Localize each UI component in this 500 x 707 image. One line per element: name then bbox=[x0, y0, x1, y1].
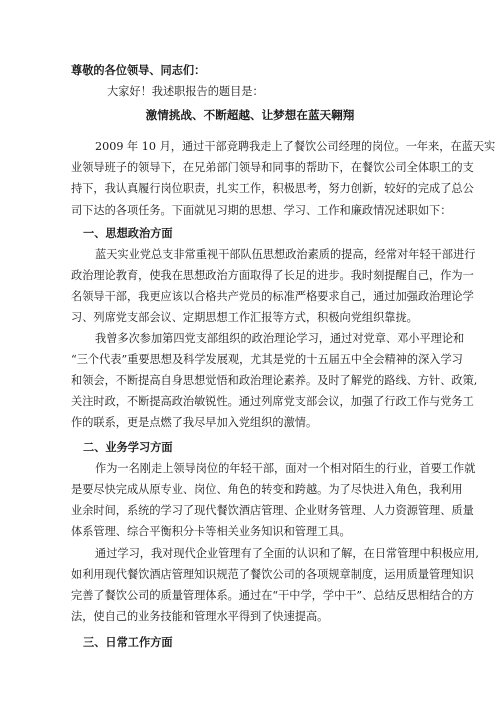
paragraph-line: 政治理论教育，使我在思想政治方面取得了长足的进步。我时刻提醒自己，作为一 bbox=[71, 269, 474, 282]
paragraph-line: 和领会，不断提高自身思想觉悟和政治理论素养。及时了解党的路线、方针、政策, bbox=[71, 374, 478, 387]
section-heading: 三、日常工作方面 bbox=[83, 635, 173, 649]
paragraph-line: 习、列席党支部会议、定期思想工作汇报等方式，积极向党组织靠拢。 bbox=[71, 311, 418, 324]
paragraph-line: 法，使自己的业务技能和管理水平得到了快速提高。 bbox=[71, 610, 329, 623]
paragraph-line: 名领导干部，我更应该以合格共产党员的标准严格要求自己，通过加强政治理论学 bbox=[71, 290, 474, 303]
section-heading: 二、业务学习方面 bbox=[83, 440, 173, 454]
intro-line: 2009 年 10 月，通过干部竞聘我走上了餐饮公司经理的岗位。一年来，在蓝天实 bbox=[95, 140, 496, 153]
paragraph-line: 如利用现代餐饮酒店管理知识规范了餐饮公司的各项规章制度，运用质量管理知识 bbox=[71, 568, 474, 581]
paragraph-line: 完善了餐饮公司的质量管理体系。通过在“干中学，学中干”、总结反思相结合的方 bbox=[71, 589, 475, 602]
intro-line: 持下，我认真履行岗位职责，扎实工作，积极思考，努力创新，较好的完成了总公 bbox=[71, 182, 474, 195]
document-title: 激情挑战、不断超越、让梦想在蓝天翱翔 bbox=[145, 108, 355, 122]
paragraph-line: 蓝天实业党总支非常重视干部队伍思想政治素质的提高，经常对年轻干部进行 bbox=[95, 248, 476, 261]
intro-line: 业领导班子的领导下，在兄弟部门领导和同事的帮助下，在餐饮公司全体职工的支 bbox=[71, 161, 474, 174]
paragraph-line: 我曾多次参加第四党支部组织的政治理论学习，通过对党章、邓小平理论和 bbox=[95, 332, 465, 345]
paragraph-line: 作为一名刚走上领导岗位的年轻干部，面对一个相对陌生的行业，首要工作就 bbox=[95, 462, 476, 475]
paragraph-line: 关注时政，不断提高政治敏锐性。通过列席党支部会议，加强了行政工作与党务工 bbox=[71, 395, 474, 408]
paragraph-line: 业余时间，系统的学习了现代餐饮酒店管理、企业财务管理、人力资源管理、质量 bbox=[71, 504, 474, 517]
paragraph-line: 作的联系，更是点燃了我尽早加入党组织的激情。 bbox=[71, 416, 318, 429]
salutation: 尊敬的各位领导、同志们： bbox=[71, 63, 206, 77]
greeting: 大家好！我述职报告的题目是： bbox=[107, 85, 264, 98]
paragraph-line: 是要尽快完成从原专业、岗位、角色的转变和跨越。为了尽快进入角色，我利用 bbox=[71, 483, 463, 496]
paragraph-line: “三个代表”重要思想及科学发展观，尤其是党的十五届五中全会精神的深入学习 bbox=[71, 353, 463, 366]
paragraph-line: 通过学习，我对现代企业管理有了全面的认识和了解，在日常管理中积极应用, bbox=[95, 547, 479, 560]
paragraph-line: 体系管理、综合平衡积分卡等相关业务知识和管理工具。 bbox=[71, 525, 351, 538]
intro-line: 司下达的各项任务。下面就见习期的思想、学习、工作和廉政情况述职如下： bbox=[71, 204, 452, 217]
section-heading: 一、思想政治方面 bbox=[83, 226, 173, 240]
